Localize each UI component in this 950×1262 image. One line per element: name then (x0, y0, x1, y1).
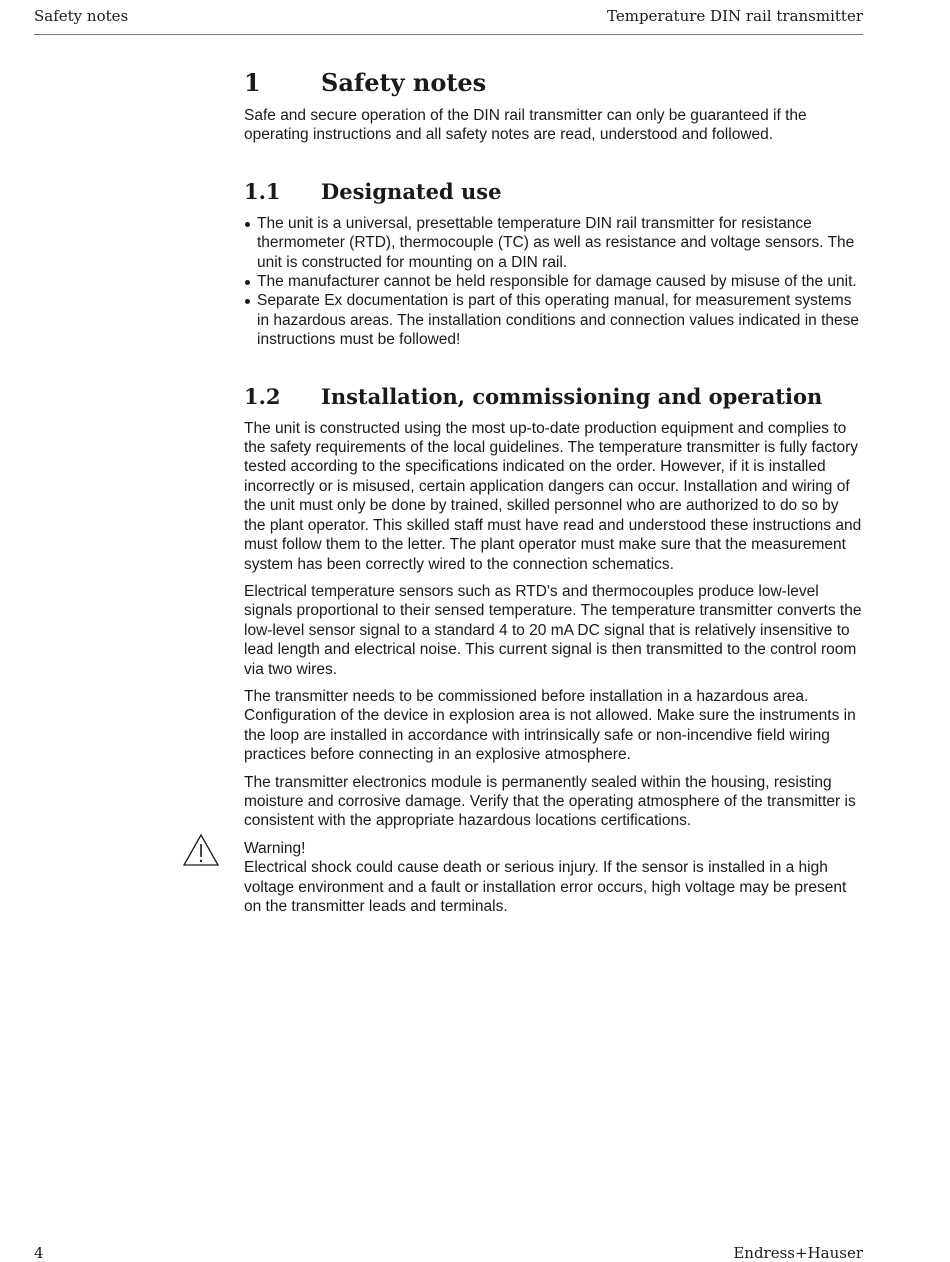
warning-block (244, 839, 864, 917)
section-number: 1.2 (244, 383, 281, 409)
page-number: 4 (34, 1244, 44, 1262)
paragraph: Electrical temperature sensors such as RTD's and thermocouples produce low-level signals proportional to their sensed temperature. The temperature transmitter converts the low-level sensor signal to a standard 4 to 20 mA DC signal that is relatively insensitive to lead length and electrical noise. This current signal is then transmitted to the control room via two wires. (244, 582, 862, 678)
section-number: 1 (244, 68, 261, 97)
footer-brand: Endress+Hauser (733, 1244, 863, 1262)
warning-title: Warning! (244, 839, 306, 857)
paragraph: The unit is constructed using the most up-to-date production equipment and complies to the safety requirements of the local guidelines. The temperature transmitter is fully factory tested according to the specifications indicated on the order. However, if it is installed incorrectly or is misused, certain application dangers can occur. Installation and wiring of the unit must only be done by trained, skilled personnel who are authorized to do so by the plant operator. This skilled staff must have read and understood these instructions and must follow them to the letter. The plant operator must make sure that the measurement system has been correctly wired to the connection schematics. (244, 419, 862, 573)
designated-use-list (244, 214, 864, 350)
section-title: Safety notes (321, 68, 487, 97)
header-chapter-title: Safety notes (34, 7, 129, 25)
paragraph: The transmitter electronics module is permanently sealed within the housing, resisting moisture and corrosive damage. Verify that the operating atmosphere of the transmitter is consistent with the appropriate hazardous locations certifications. (244, 773, 856, 830)
page-header (34, 6, 863, 35)
list-item: The manufacturer cannot be held responsible for damage caused by misuse of the unit. (244, 272, 864, 291)
paragraph: The transmitter needs to be commissioned before installation in a hazardous area. Configuration of the device in explosion area is not allowed. Make sure the instruments in the loop are installed in accordance with intrinsically safe or non-incendive field wiring practices before connecting in an explosive atmosphere. (244, 687, 856, 764)
section-heading-1-1 (244, 177, 864, 207)
list-item: The unit is a universal, presettable temperature DIN rail transmitter for resistance thermometer (RTD), thermocouple (TC) as well as resistance and voltage sensors. The unit is constructed for mounting on a DIN rail. (244, 214, 864, 272)
section-intro-text: Safe and secure operation of the DIN rail transmitter can only be guaranteed if the operating instructions and all safety notes are read, understood and followed. (244, 107, 807, 144)
section-heading-1-2 (244, 382, 864, 412)
page-content (244, 66, 864, 916)
section-number: 1.1 (244, 178, 281, 204)
warning-text: Electrical shock could cause death or serious injury. If the sensor is installed in a high voltage environment and a fault or installation error occurs, high voltage may be present on the transmitter leads and terminals. (244, 859, 847, 915)
section-title: Designated use (321, 178, 502, 204)
list-item: Separate Ex documentation is part of this operating manual, for measurement systems in hazardous areas. The installation conditions and connection values indicated in these instructions must be followed! (244, 291, 864, 349)
section-title: Installation, commissioning and operation (321, 383, 823, 409)
header-document-title: Temperature DIN rail transmitter (607, 7, 863, 25)
warning-triangle-icon (182, 833, 220, 867)
section-heading-1 (244, 66, 864, 100)
